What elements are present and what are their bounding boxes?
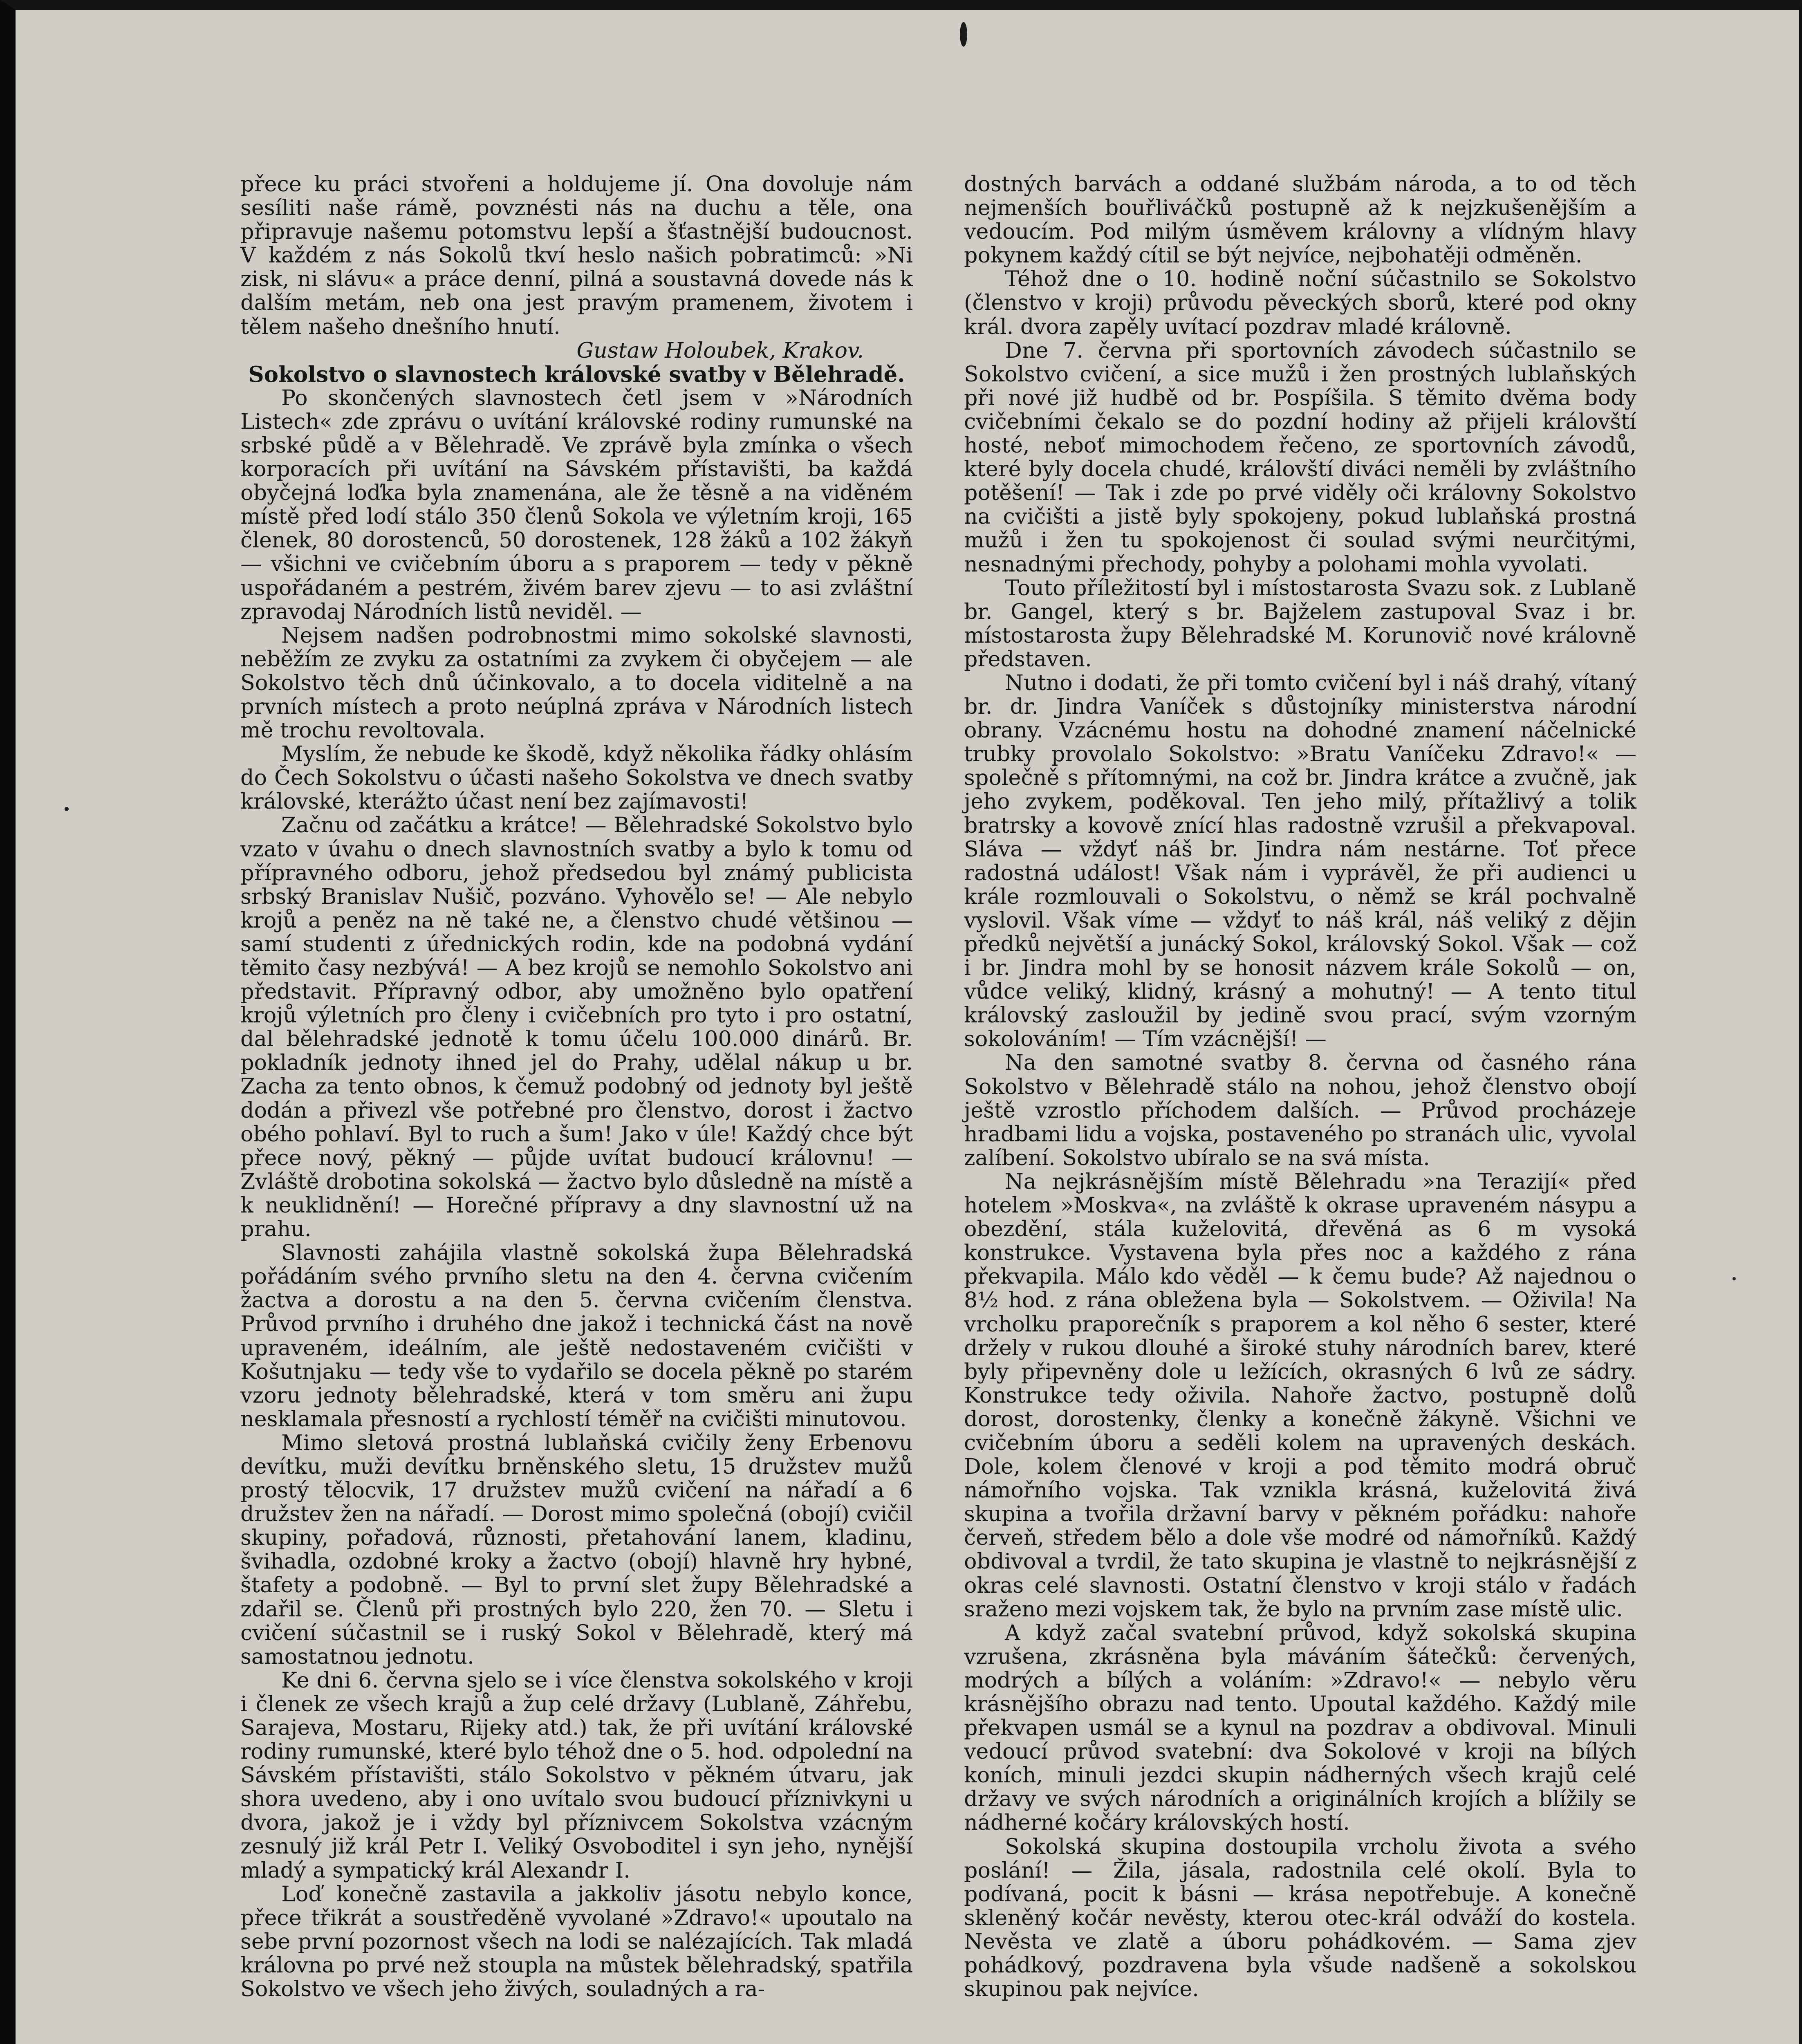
author-signature: Gustaw Holoubek, Krakov.	[576, 338, 864, 363]
paragraph: Téhož dne o 10. hodině noční súčastnilo se Sokolstvo (členstvo v kroji) průvodu pěveckých sborů, které pod okny král. dvora zapěly uvítací pozdrav mladé královně.	[964, 267, 1636, 339]
scan-speck	[1733, 1277, 1736, 1280]
paragraph: Ke dni 6. června sjelo se i více členstva sokolského v kroji i členek ze všech krajů a žup celé državy (Lublaně, Záhřebu, Sarajeva, Mostaru, Rijeky atd.) tak, že při uvítání královské rodiny rumunské, které bylo téhož dne o 5. hod. odpolední na Sávském přístavišti, stálo Sokolstvo v pěkném útvaru, jak shora uvedeno, aby i ono uvítalo svou budoucí příznivkyni u dvora, jakož je i vždy byl příznivcem Sokolstva vzácným zesnulý již král Petr I. Veliký Osvoboditel i syn jeho, nynější mladý a sympatický král Alexandr I.	[240, 1667, 913, 1883]
paragraph: Nejsem nadšen podrobnostmi mimo sokolské slavnosti, neběžím ze zvyku za ostatními za zvykem či obyčejem — ale Sokolstvo těch dnů účinkovalo, a to docela viditelně a na prvních místech a proto neúplná zpráva v Národních listech mě trochu revoltovala.	[240, 623, 913, 743]
paragraph: Sokolská skupina dostoupila vrcholu života a svého poslání! — Žila, jásala, radostnila celé okolí. Byla to podívaná, pocit k básni — krása nepotřebuje. A konečně skleněný kočár nevěsty, kterou otec-král odváží do kostela. Nevěsta ve zlatě a úboru pohádkovém. — Sama zjev pohádkový, pozdravena byla všude nadšeně a sokolskou skupinou pak nejvíce.	[964, 1834, 1636, 2002]
paragraph: Na den samotné svatby 8. června od časného rána Sokolstvo v Bělehradě stálo na nohou, jehož členstvo obojí ještě vzrostlo příchodem dalších. — Průvod procházeje hradbami lidu a vojska, postaveného po stranách ulic, vyvolal zalíbení. Sokolstvo ubíralo se na svá místa.	[964, 1050, 1636, 1170]
intro-paragraph: přece ku práci stvořeni a holdujeme jí. Ona dovoluje nám sesíliti naše rámě, povznésti nás na duchu a těle, ona připravuje našemu potomstvu lepší a šťastnější budoucnost. V každém z nás Sokolů tkví heslo našich pobratimců: »Ni zisk, ni slávu« a práce denní, pilná a soustavná dovede nás k dalším metám, neb ona jest pravým pramenem, životem i tělem našeho dnešního hnutí.	[240, 172, 913, 339]
paragraph: Začnu od začátku a krátce! — Bělehradské Sokolstvo bylo vzato v úvahu o dnech slavnostních svatby a bylo k tomu od přípravného odboru, jehož předsedou byl známý publicista srbský Branislav Nušič, pozváno. Vyhovělo se! — Ale nebylo krojů a peněz na ně také ne, a členstvo chudé většinou — samí studenti z úřednických rodin, kde na podobná vydání těmito časy nezbývá! — A bez krojů se nemohlo Sokolstvo ani představit. Přípravný odbor, aby umožněno bylo opatření krojů výletních pro členy i cvičebních pro tyto i pro ostatní, dal bělehradské jednotě k tomu účelu 100.000 dinárů. Br. pokladník jednoty ihned jel do Prahy, udělal nákup u br. Zacha za tento obnos, k čemuž podobný od jednoty byl ještě dodán a přivezl vše potřebné pro členstvo, dorost i žactvo obého pohlaví. Byl to ruch a šum! Jako v úle! Každý chce být přece nový, pěkný — půjde uvítat budoucí královnu! — Zvláště drobotina sokolská — žactvo bylo důsledně na místě a k neuklidnění! — Horečné přípravy a dny slavnostní už na prahu.	[240, 813, 913, 1242]
paragraph: Na nejkrásnějším místě Bělehradu »na Terazijí« před hotelem »Moskva«, na zvláště k okrase upraveném násypu a obezdění, stála kuželovitá, dřevěná as 6 m vysoká konstrukce. Vystavena byla přes noc a každého z rána překvapila. Málo kdo věděl — k čemu bude? Až najednou o 8½ hod. z rána obležena byla — Sokolstvem. — Oživila! Na vrcholku praporečník s praporem a kol něho 6 sester, které držely v rukou dlouhé a široké stuhy národních barev, které byly připevněny dole u ležících, okrasných 6 lvů ze sádry. Konstrukce tedy oživila. Nahoře žactvo, postupně dolů dorost, dorostenky, členky a konečně žákyně. Všichni ve cvičebním úboru a seděli kolem na upravených deskách. Dole, kolem členové v kroji a pod těmito modrá obruč námořního vojska. Tak vznikla krásná, kuželovitá živá skupina a tvořila državní barvy v pěkném pořádku: nahoře červeň, středem bělo a dole vše modré od námořníků. Každý obdivoval a tvrdil, že tato skupina je vlastně to nejkrásnější z okras celé slavnosti. Ostatní členstvo v kroji stálo v řadách sraženo mezi vojskem tak, že bylo na prvním zase místě ulic.	[964, 1169, 1636, 1622]
paragraph: Slavnosti zahájila vlastně sokolská župa Bělehradská pořádáním svého prvního sletu na den 4. června cvičením žactva a dorostu a na den 5. června cvičením členstva. Průvod prvního i druhého dne jakož i technická část na nově upraveném, ideálním, ale ještě nedostaveném cvičišti v Košutnjaku — tedy vše to vydařilo se docela pěkně po starém vzoru jednoty bělehradské, která v tom směru ani župu nesklamala přesností a rychlostí téměř na cvičišti minutovou.	[240, 1240, 913, 1432]
paragraph: Po skončených slavnostech četl jsem v »Národních Listech« zde zprávu o uvítání královské rodiny rumunské na srbské půdě a v Bělehradě. Ve zprávě byla zmínka o všech korporacích při uvítání na Sávském přístavišti, ba každá obyčejná loďka byla znamenána, ale že těsně a na viděném místě před lodí stálo 350 členů Sokola ve výletním kroji, 165 členek, 80 dorostenců, 50 dorostenek, 128 žáků a 102 žákyň — všichni ve cvičebním úboru a s praporem — tedy v pěkně uspořádaném a pestrém, živém barev zjevu — to asi zvláštní zpravodaj Národních listů neviděl. —	[240, 385, 913, 624]
scan-speck	[65, 807, 69, 811]
article-heading: Sokolstvo o slavnostech královské svatby v Bělehradě.	[248, 361, 905, 387]
paragraph: Loď konečně zastavila a jakkoliv jásotu nebylo konce, přece třikrát a soustředěně vyvolané »Zdravo!« upoutalo na sebe první pozornost všech na lodi se nalézajících. Tak mladá královna po prvé než stoupla na můstek bělehradský, spatřila Sokolstvo ve všech jeho živých, souladných a ra-	[240, 1881, 913, 2002]
scan-speck	[960, 22, 967, 47]
paragraph: Myslím, že nebude ke škodě, když několika řádky ohlásím do Čech Sokolstvu o účasti našeho Sokolstva ve dnech svatby královské, kterážto účast není bez zajímavosti!	[240, 742, 913, 814]
paragraph: dostných barvách a oddané službám národa, a to od těch nejmenších bouřliváčků postupně až k nejzkušenějším a vedoucím. Pod milým úsměvem královny a vlídným hlavy pokynem každý cítil se být nejvíce, nejbohatěji odměněn.	[964, 172, 1636, 268]
paragraph: Touto příležitostí byl i místostarosta Svazu sok. z Lublaně br. Gangel, který s br. Bajželem zastupoval Svaz i br. místostarosta župy Bělehradské M. Korunovič nové královně představen.	[964, 575, 1636, 672]
paragraph: Dne 7. června při sportovních závodech súčastnilo se Sokolstvo cvičení, a sice mužů i žen prostných lublaňských při nové již hudbě od br. Pospíšila. S těmito dvěma body cvičebními čekalo se do pozdní hodiny až přijeli královští hosté, neboť mimochodem řečeno, ze sportovních závodů, které byly docela chudé, královští diváci neměli by zvláštního potěšení! — Tak i zde po prvé viděly oči královny Sokolstvo na cvičišti a jistě byly spokojeny, pokud lublaňská prostná mužů i žen tu spokojenost či soulad svými neurčitými, nesnadnými přechody, pohyby a polohami mohla vyvolati.	[964, 338, 1636, 577]
paragraph: Nutno i dodati, že při tomto cvičení byl i náš drahý, vítaný br. dr. Jindra Vaníček s důstojníky ministerstva národní obrany. Vzácnému hostu na dohodné znamení náčelnické trubky provolalo Sokolstvo: »Bratu Vaníčeku Zdravo!« — společně s přítomnými, na což br. Jindra krátce a zvučně, jak jeho zvykem, poděkoval. Ten jeho milý, přítažlivý a tolik bratrsky a kovově znící hlas radostně vzrušil a překvapoval. Sláva — vždyť náš br. Jindra nám nestárne. Toť přece radostná událost! Však nám i vyprávěl, že při audienci u krále rozmlouvali o Sokolstvu, o němž se král pochvalně vyslovil. Však víme — vždyť to náš král, náš veliký z dějin předků největší a junácký Sokol, královský Sokol. Však — což i br. Jindra mohl by se honosit názvem krále Sokolů — on, vůdce veliký, klidný, krásný a mohutný! — A tento titul královský zasloužil by jedině svou prací, svým vzorným sokolováním! — Tím vzácnější! —	[964, 670, 1636, 1052]
left-column	[240, 173, 913, 2001]
right-column	[964, 173, 1636, 2001]
paragraph: A když začal svatební průvod, když sokolská skupina vzrušena, zkrásněna byla máváním šátečků: červených, modrých a bílých a voláním: »Zdravo!« — nebylo věru krásnějšího obrazu nad tento. Upoutal každého. Každý mile překvapen usmál se a kynul na pozdrav a obdivoval. Minuli vedoucí průvod svatební: dva Sokolové v kroji na bílých koních, minuli jezdci skupin nádherných všech krajů celé državy ve svých národních a originálních krojích a blížily se nádherné kočáry královských hostí.	[964, 1620, 1636, 1836]
paragraph: Mimo sletová prostná lublaňská cvičily ženy Erbenovu devítku, muži devítku brněnského sletu, 15 družstev mužů prostý tělocvik, 17 družstev mužů cvičení na nářadí a 6 družstev žen na nářadí. — Dorost mimo společná (obojí) cvičil skupiny, pořadová, různosti, přetahování lanem, kladinu, švihadla, ozdobné kroky a žactvo (obojí) hlavně hry hybné, štafety a podobně. — Byl to první slet župy Bělehradské a zdařil se. Členů při prostných bylo 220, žen 70. — Sletu i cvičení súčastnil se i ruský Sokol v Bělehradě, který má samostatnou jednotu.	[240, 1430, 913, 1669]
